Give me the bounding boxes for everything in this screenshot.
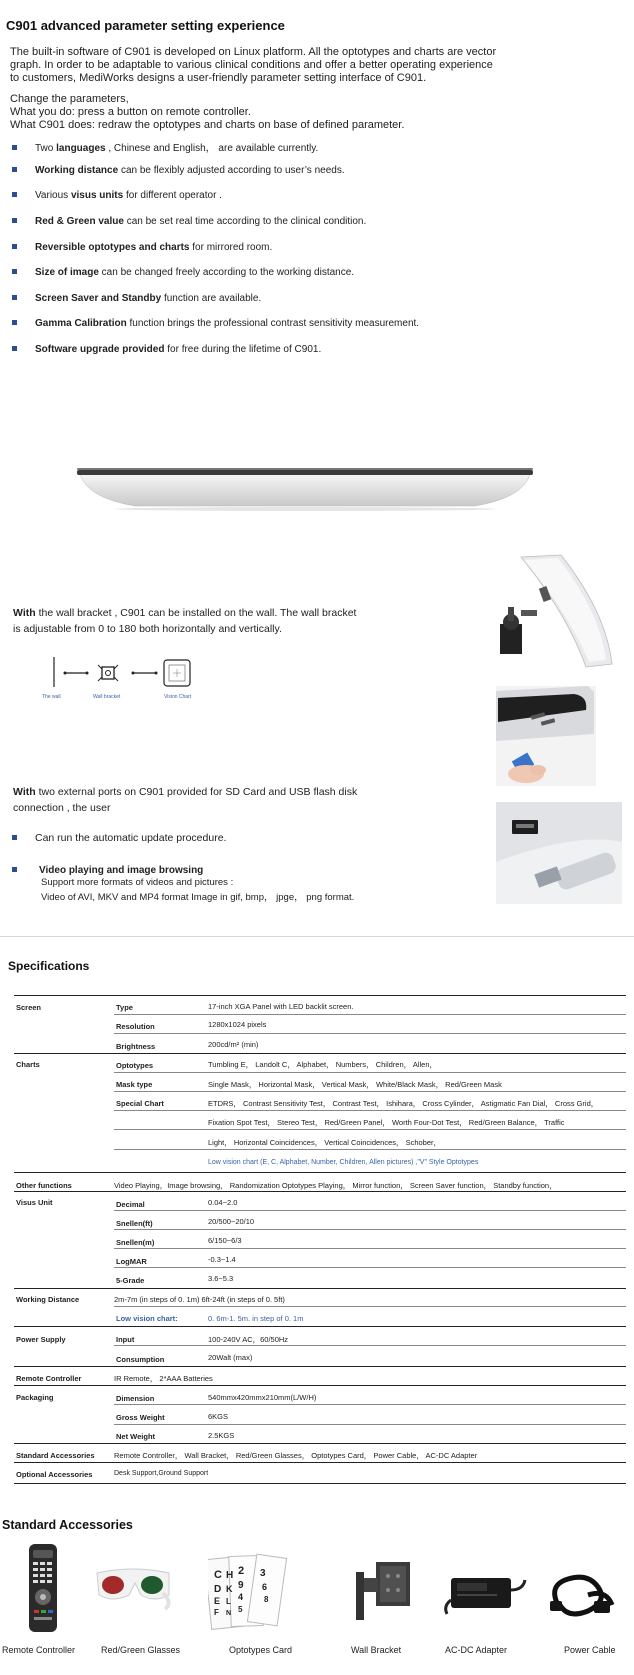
spec-value: 2m-7m (in steps of 0. 1m) 6ft-24ft (in steps of 0. 5ft) — [114, 1295, 285, 1304]
page-title: C901 advanced parameter setting experience — [6, 18, 285, 33]
diagram-label-bracket: Wall bracket — [93, 694, 121, 700]
spec-key: Special Chart — [116, 1099, 164, 1108]
bullet-icon — [12, 167, 17, 172]
spec-key: Dimension — [116, 1394, 155, 1403]
red-green-glasses-image — [95, 1565, 173, 1610]
spec-key: Input — [116, 1335, 135, 1344]
table-rule — [14, 995, 626, 996]
wall-bracket-diagram — [40, 655, 200, 691]
spec-key: Mask type — [116, 1080, 153, 1089]
bullet-icon — [12, 269, 17, 274]
wall-bracket-paragraph: With the wall bracket , C901 can be installed on the wall. The wall bracket is adjustable from 0 to 180 both horizontally and vertically. — [13, 607, 357, 635]
svg-text:5: 5 — [238, 1605, 243, 1614]
sd-card-photo — [496, 686, 596, 786]
change-line: What you do: press a button on remote controller. — [10, 106, 251, 118]
accessory-label: Red/Green Glasses — [101, 1645, 181, 1655]
svg-text:C: C — [214, 1569, 222, 1581]
spec-value: Desk Support,Ground Support — [114, 1470, 209, 1477]
wall-bracket-image — [354, 1560, 414, 1626]
spec-key: Resolution — [116, 1022, 155, 1031]
spec-key: Net Weight — [116, 1432, 156, 1441]
feature-item: Gamma Calibration function brings the professional contrast sensitivity measurement. — [12, 318, 419, 329]
svg-text:3: 3 — [260, 1568, 266, 1579]
remote-controller-image — [26, 1542, 60, 1634]
accessory-label: Optotypes Card — [229, 1645, 293, 1655]
svg-text:9: 9 — [238, 1580, 244, 1591]
spec-key: Type — [116, 1003, 133, 1012]
wall-mount-photo — [496, 552, 616, 672]
spec-value: ETDRS， Contrast Sensitivity Test， Contrast Test， Ishihara， Cross Cylinder， Astigmatic Fan Dial， Cross Grid， — [208, 1099, 599, 1108]
spec-label-working-distance: Working Distance — [16, 1295, 80, 1304]
accessory-label: Power Cable — [564, 1645, 616, 1655]
spec-value: -0.3~1.4 — [208, 1255, 236, 1264]
bullet-icon — [12, 835, 17, 840]
spec-value: 540mmx420mmx210mm(L/W/H) — [208, 1393, 317, 1402]
spec-label-packaging: Packaging — [16, 1393, 54, 1402]
feature-item: Red & Green value can be set real time according to the clinical condition. — [12, 216, 366, 227]
feature-item: Two languages , Chinese and English， are available currently. — [12, 139, 318, 154]
specs-title: Specifications — [8, 959, 90, 973]
spec-key: Optotypes — [116, 1061, 154, 1070]
spec-label-other: Other functions — [16, 1181, 72, 1190]
svg-text:L: L — [226, 1597, 231, 1606]
svg-text:4: 4 — [238, 1592, 244, 1602]
spec-key: Consumption — [116, 1355, 165, 1364]
ac-dc-adapter-image — [443, 1570, 527, 1618]
svg-text:2: 2 — [238, 1565, 245, 1577]
feature-item: Various visus units for different operator . — [12, 190, 222, 201]
spec-label-standard-accessories: Standard Accessories — [16, 1451, 95, 1460]
spec-key: Snellen(ft) — [116, 1219, 153, 1228]
feature-item: Software upgrade provided for free during the lifetime of C901. — [12, 344, 321, 355]
spec-label-optional-accessories: Optional Accessories — [16, 1470, 93, 1479]
spec-label-power: Power Supply — [16, 1335, 66, 1344]
spec-value: Fixation Spot Test， Stereo Test， Red/Green Panel， Worth Four-Dot Test， Red/Green Balance， Traffic — [208, 1118, 565, 1127]
bullet-icon — [12, 867, 17, 872]
spec-label-charts: Charts — [16, 1060, 40, 1069]
spec-key: LogMAR — [116, 1257, 147, 1266]
accessory-label: Remote Controller — [2, 1645, 76, 1655]
ports-bullet: Video playing and image browsing — [12, 865, 203, 876]
spec-value: 20Walt (max) — [208, 1353, 253, 1362]
spec-value: 100-240V AC，60/50Hz — [208, 1335, 289, 1344]
bullet-icon — [12, 346, 17, 351]
accessories-title: Standard Accessories — [2, 1518, 133, 1532]
feature-item: Reversible optotypes and charts for mirrored room. — [12, 242, 272, 253]
feature-item: Size of image can be changed freely according to the working distance. — [12, 267, 354, 278]
intro-line: The built-in software of C901 is developed on Linux platform. All the optotypes and charts are vector — [10, 46, 497, 58]
section-divider — [0, 936, 634, 937]
spec-label-screen: Screen — [16, 1003, 42, 1012]
bullet-icon — [12, 192, 17, 197]
accessory-label: AC-DC Adapter — [445, 1645, 508, 1655]
accessory-label: Wall Bracket — [351, 1645, 402, 1655]
spec-value: 2.5KGS — [208, 1431, 235, 1440]
ports-formats-line: Support more formats of videos and pictures : — [41, 877, 234, 888]
svg-text:D: D — [214, 1584, 222, 1595]
spec-value: 1280x1024 pixels — [208, 1020, 267, 1029]
bullet-icon — [12, 320, 17, 325]
ports-formats-line: Video of AVI, MKV and MP4 format Image in gif, bmp， jpge， png format. — [41, 892, 355, 903]
svg-text:8: 8 — [264, 1595, 269, 1604]
spec-label-remote: Remote Controller — [16, 1374, 82, 1383]
device-side-image — [75, 462, 535, 512]
spec-value: Remote Controller， Wall Bracket， Red/Green Glasses， Optotypes Card， Power Cable， AC-DC Adapter — [114, 1451, 478, 1460]
power-cable-image — [548, 1565, 618, 1629]
spec-value: Video Playing，Image browsing， Randomization Optotypes Playing， Mirror function， Screen Saver function， Standby function， — [114, 1181, 557, 1190]
svg-text:H: H — [226, 1570, 234, 1581]
spec-key: Gross Weight — [116, 1413, 165, 1422]
bullet-icon — [12, 218, 17, 223]
spec-value: 17-inch XGA Panel with LED backlit screen. — [208, 1002, 354, 1011]
ports-paragraph: With two external ports on C901 provided for SD Card and USB flash disk connection , the user — [13, 786, 358, 814]
usb-port-photo — [496, 802, 622, 904]
spec-label-visus: Visus Unit — [16, 1198, 53, 1207]
intro-line: graph. In order to be adaptable to various clinical conditions and offer a better operating experience — [10, 59, 493, 71]
spec-value: Light， Horizontal Coincidences， Vertical Coincidences， Schober， — [208, 1138, 442, 1147]
spec-value: Single Mask， Horizontal Mask， Vertical Mask， White/Black Mask， Red/Green Mask — [208, 1080, 502, 1089]
svg-text:K: K — [226, 1584, 233, 1594]
bullet-icon — [12, 295, 17, 300]
spec-key: Brightness — [116, 1042, 156, 1051]
change-line: What C901 does: redraw the optotypes and charts on base of defined parameter. — [10, 119, 405, 131]
spec-key-low-vision: Low vision chart: — [116, 1314, 178, 1323]
spec-value: 6/150~6/3 — [208, 1236, 242, 1245]
bullet-icon — [12, 145, 17, 150]
spec-key: Decimal — [116, 1200, 145, 1209]
spec-value: 20/500~20/10 — [208, 1217, 255, 1226]
feature-item: Working distance can be flexibly adjusted according to user’s needs. — [12, 165, 345, 176]
spec-value: 0.04~2.0 — [208, 1198, 238, 1207]
spec-value: Tumbling E， Landolt C， Alphabet， Numbers， Children， Allen， — [208, 1060, 437, 1069]
ports-bullet: Can run the automatic update procedure. — [12, 832, 226, 844]
diagram-label-chart: Vision Chart — [164, 694, 192, 700]
optotypes-card-image — [208, 1552, 298, 1630]
spec-value: 200cd/m² (min) — [208, 1040, 259, 1049]
spec-key: Snellen(m) — [116, 1238, 155, 1247]
spec-value-low-vision: Low vision chart (E, C, Alphabet, Number, Children, Allen pictures) ,"V" Style Optotypes — [208, 1159, 479, 1166]
bullet-icon — [12, 244, 17, 249]
spec-value-low-vision: 0. 6m-1. 5m. in step of 0. 1m — [208, 1314, 304, 1323]
spec-value: IR Remote， 2*AAA Batteries — [114, 1374, 213, 1383]
feature-item: Screen Saver and Standby function are available. — [12, 293, 261, 304]
spec-value: 3.6~5.3 — [208, 1274, 234, 1283]
intro-line: to customers, MediWorks designs a user-friendly parameter setting interface of C901. — [10, 72, 427, 84]
svg-text:6: 6 — [262, 1582, 268, 1592]
change-line: Change the parameters, — [10, 93, 129, 105]
change-paragraph — [10, 93, 404, 132]
spec-key: 5-Grade — [116, 1276, 145, 1285]
svg-text:F: F — [214, 1608, 219, 1617]
svg-text:N: N — [226, 1610, 232, 1617]
intro-paragraph — [10, 46, 590, 85]
diagram-label-wall: The wall — [42, 694, 61, 700]
spec-value: 6KGS — [208, 1412, 229, 1421]
svg-text:E: E — [214, 1596, 221, 1606]
